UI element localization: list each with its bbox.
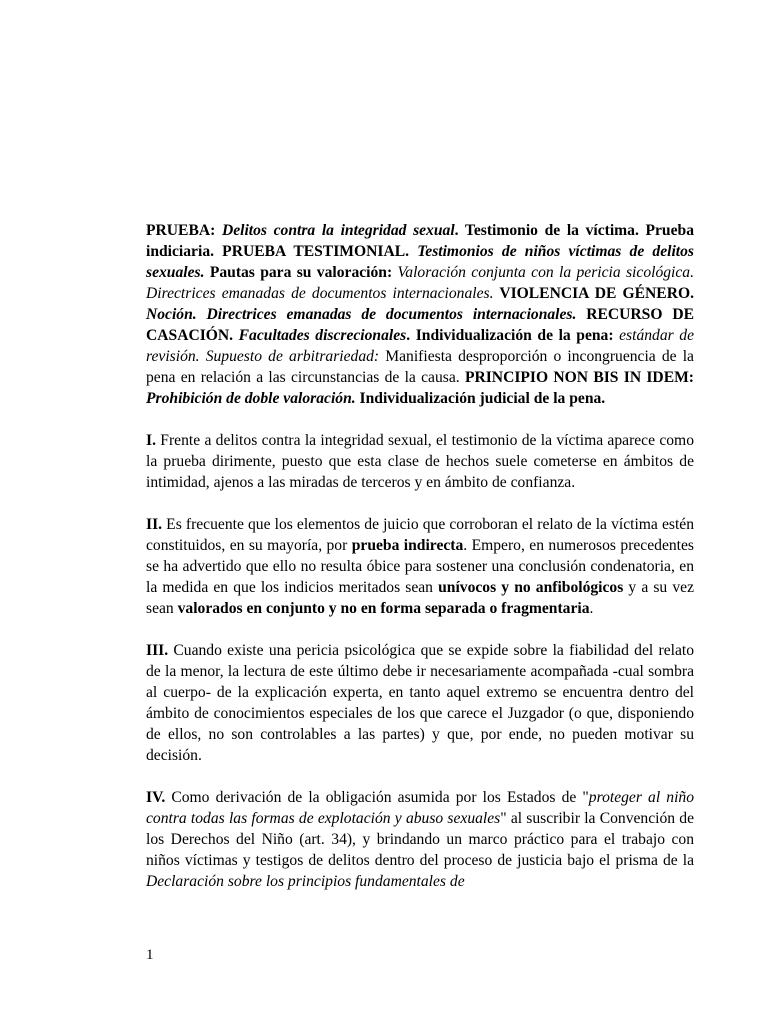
text-run: . Testimonio de la víctima. Prueba indiciaria. PRUEBA TESTIMONIAL. <box>146 222 694 260</box>
text-run: Facultades discrecionales <box>238 327 407 344</box>
paragraph-iv <box>146 787 694 892</box>
text-run: . Individualización de la pena: <box>406 327 620 344</box>
text-run: Testimonios de niños víctimas de delitos sexuales. <box>146 243 694 281</box>
text-run: Noción. Directrices emanadas de documentos internacionales. <box>146 306 577 323</box>
document-body <box>146 220 694 913</box>
text-run: . <box>589 600 594 617</box>
text-run: I. <box>146 432 156 449</box>
summary-paragraph <box>146 220 694 409</box>
text-run: Pautas para su valoración: <box>204 264 398 281</box>
paragraph-iii <box>146 640 694 766</box>
text-run: proteger al niño contra todas las formas de explotación y abuso sexuales <box>146 789 694 827</box>
paragraph-ii <box>146 514 694 619</box>
text-run: valorados en conjunto y no en forma separada o fragmentaria <box>177 600 590 617</box>
text-run: Es frecuente que los elementos de juicio que corroboran el relato de la víctima estén constituidos, en su mayoría, por <box>146 516 694 554</box>
text-run: Individualización judicial de la pena. <box>355 390 606 407</box>
text-run: Valoración conjunta con la pericia sicológica. Directrices emanadas de documentos internacionales. <box>146 264 694 302</box>
text-run: Cuando existe una pericia psicológica que se expide sobre la fiabilidad del relato de la menor, la lectura de este último debe ir necesariamente acompañada -cual sombra al cuerpo- de la explicación experta, en tanto aquel extremo se encuentra dentro del ámbito de conocimientos especiales de los que carece el Juzgador (o que, disponiendo de ellos, no son controlables a las partes) y que, por ende, no pueden motivar su decisión. <box>146 642 694 764</box>
text-run: Prohibición de doble valoración. <box>146 390 356 407</box>
text-run: PRUEBA: <box>146 222 222 239</box>
text-run: III. <box>146 642 169 659</box>
text-run: IV. <box>146 789 166 806</box>
text-run: II. <box>146 516 163 533</box>
text-run: Frente a delitos contra la integridad sexual, el testimonio de la víctima aparece como la prueba dirimente, puesto que esta clase de hechos suele cometerse en ámbitos de intimidad, ajenos a las miradas de terceros y en ámbito de confianza. <box>146 432 694 491</box>
text-run: Como derivación de la obligación asumida por los Estados de " <box>165 789 589 806</box>
text-run: Declaración sobre los principios fundamentales de <box>146 873 465 890</box>
text-run: PRINCIPIO NON BIS IN IDEM: <box>464 369 695 386</box>
text-run: Manifiesta desproporción o incongruencia de la pena en relación a las circunstancias de la causa. <box>146 348 694 386</box>
text-run: estándar de revisión. Supuesto de arbitrariedad: <box>146 327 694 365</box>
paragraph-i <box>146 430 694 493</box>
text-run: VIOLENCIA DE GÉNERO. <box>493 285 694 302</box>
text-run: " al suscribir la Convención de los Derechos del Niño (art. 34), y brindando un marco práctico para el trabajo con niños víctimas y testigos de delitos dentro del proceso de justicia bajo el prisma de la <box>146 810 694 869</box>
page-number: 1 <box>146 947 154 963</box>
text-run: Delitos contra la integridad sexual <box>221 222 455 239</box>
text-run: . Empero, en numerosos precedentes se ha advertido que ello no resulta óbice para sostener una conclusión condenatoria, en la medida en que los indicios meritados sean <box>146 537 694 596</box>
text-run: prueba indirecta <box>351 537 464 554</box>
text-run: y a su vez sean <box>146 579 694 617</box>
text-run: RECURSO DE CASACIÓN. <box>146 306 694 344</box>
text-run: unívocos y no anfibológicos <box>438 579 624 596</box>
